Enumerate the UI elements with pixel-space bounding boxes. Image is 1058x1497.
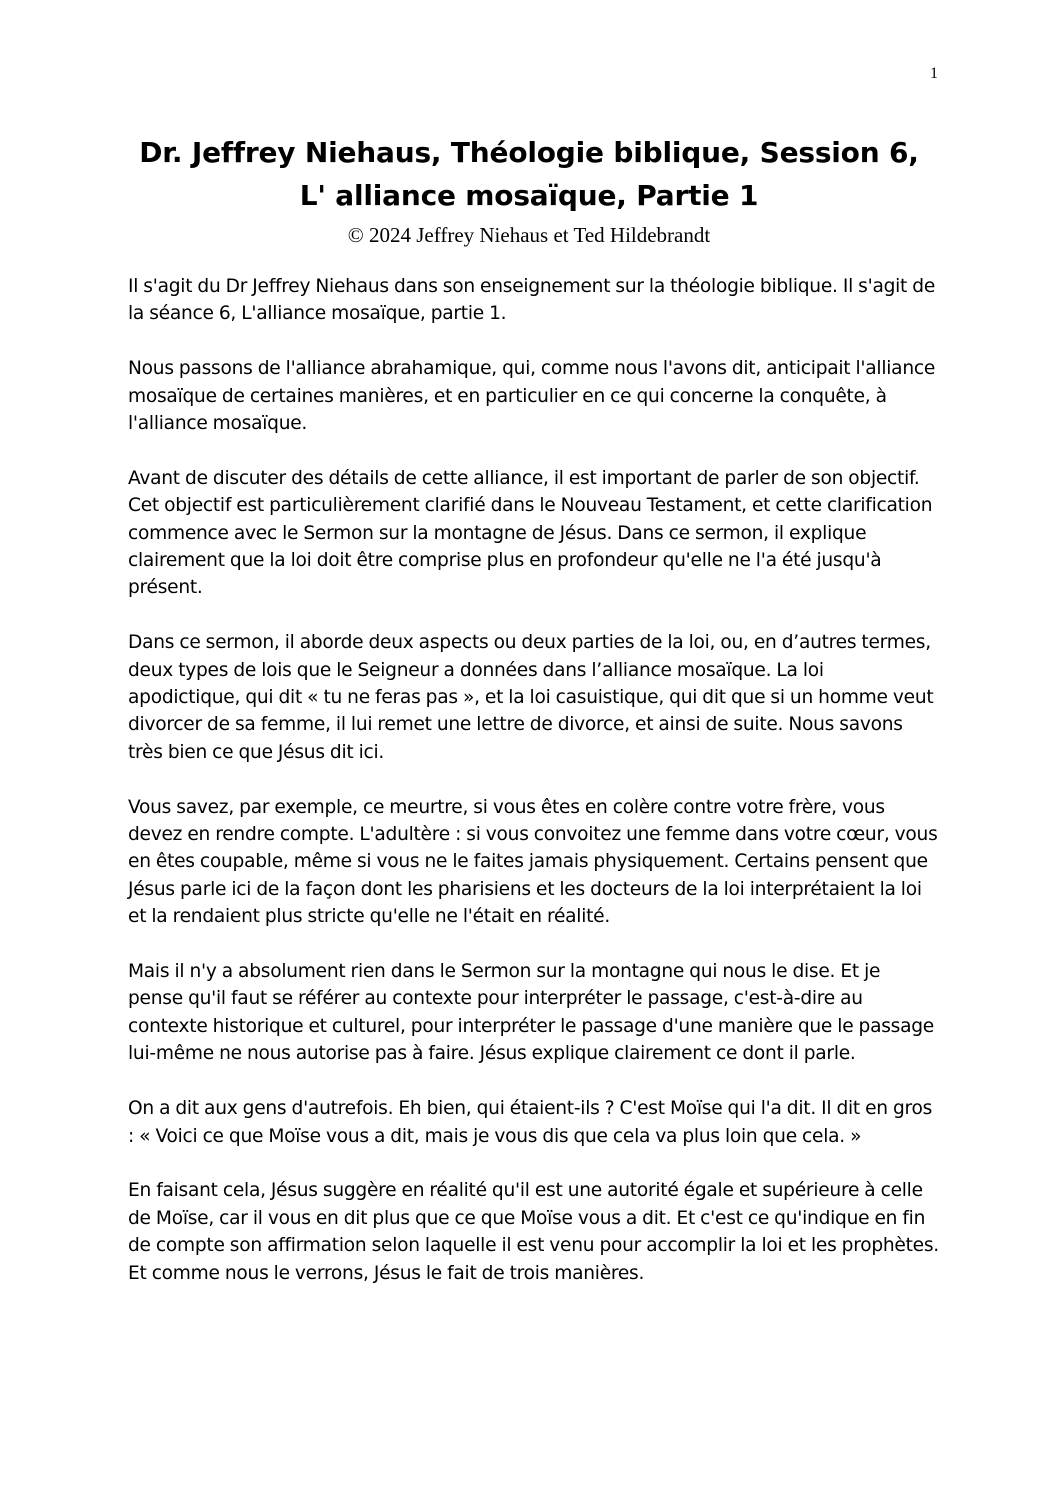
document-title xyxy=(90,131,968,217)
copyright-notice: © 2024 Jeffrey Niehaus et Ted Hildebrandt xyxy=(347,223,711,247)
document-body xyxy=(128,273,940,1314)
paragraph-2: Nous passons de l'alliance abrahamique, qui, comme nous l'avons dit, anticipait l'alliance mosaïque de certaines manières, et en particulier en ce qui concerne la conquête, à l'alliance mosaïque. xyxy=(128,358,936,435)
title-line-1: Dr. Jeffrey Niehaus, Théologie biblique, Session 6, xyxy=(139,136,919,169)
paragraph-8: En faisant cela, Jésus suggère en réalité qu'il est une autorité égale et supérieure à celle de Moïse, car il vous en dit plus que ce que Moïse vous a dit. Et c'est ce qu'indique en fin de compte son affirmation selon laquelle il est venu pour accomplir la loi et les prophètes. Et comme nous le verrons, Jésus le fait de trois manières. xyxy=(128,1180,939,1284)
paragraph-4: Dans ce sermon, il aborde deux aspects ou deux parties de la loi, ou, en d’autres termes, deux types de lois que le Seigneur a données dans l’alliance mosaïque. La loi apodictique, qui dit « tu ne feras pas », et la loi casuistique, qui dit que si un homme veut divorcer de sa femme, il lui remet une lettre de divorce, et ainsi de suite. Nous savons très bien ce que Jésus dit ici. xyxy=(128,632,934,763)
paragraph-5: Vous savez, par exemple, ce meurtre, si vous êtes en colère contre votre frère, vous devez en rendre compte. L'adultère : si vous convoitez une femme dans votre cœur, vous en êtes coupable, même si vous ne le faites jamais physiquement. Certains pensent que Jésus parle ici de la façon dont les pharisiens et les docteurs de la loi interprétaient la loi et la rendaient plus stricte qu'elle ne l'était en réalité. xyxy=(128,796,938,928)
title-line-2: L' alliance mosaïque, Partie 1 xyxy=(299,179,759,212)
paragraph-1: Il s'agit du Dr Jeffrey Niehaus dans son enseignement sur la théologie biblique. Il s'agit de la séance 6, L'alliance mosaïque, partie 1. xyxy=(128,276,936,325)
paragraph-7: On a dit aux gens d'autrefois. Eh bien, qui étaient-ils ? C'est Moïse qui l'a dit. Il dit en gros : « Voici ce que Moïse vous a dit, mais je vous dis que cela va plus loin que cela. » xyxy=(128,1098,933,1147)
paragraph-3: Avant de discuter des détails de cette alliance, il est important de parler de son objectif. Cet objectif est particulièrement clarifié dans le Nouveau Testament, et cette clarification commence avec le Sermon sur la montagne de Jésus. Dans ce sermon, il explique clairement que la loi doit être comprise plus en profondeur qu'elle ne l'a été jusqu'à présent. xyxy=(128,467,933,599)
paragraph-6: Mais il n'y a absolument rien dans le Sermon sur la montagne qui nous le dise. Et je pense qu'il faut se référer au contexte pour interpréter le passage, c'est-à-dire au contexte historique et culturel, pour interpréter le passage d'une manière que le passage lui-même ne nous autorise pas à faire. Jésus explique clairement ce dont il parle. xyxy=(128,961,934,1065)
page-number: 1 xyxy=(930,65,938,82)
